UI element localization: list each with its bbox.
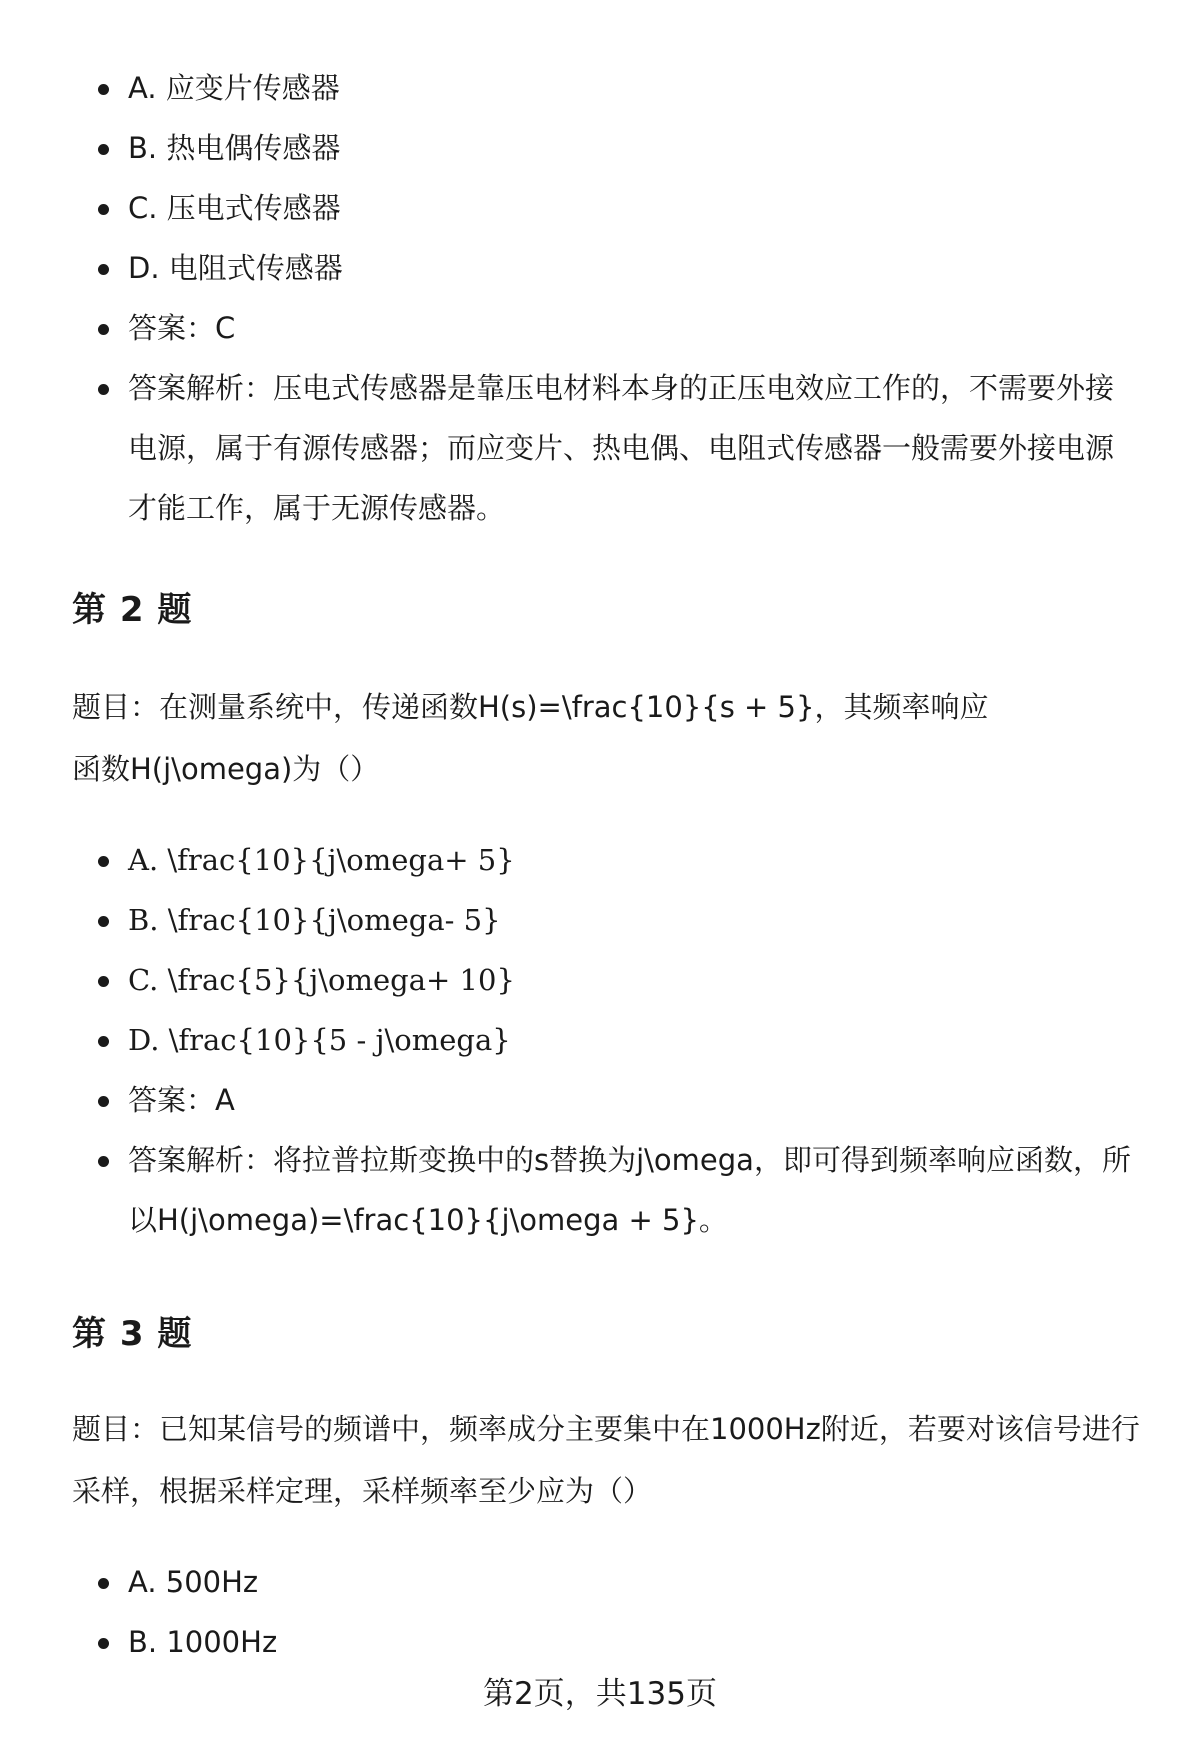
q2-option-b: B. \frac{10}{j\omega- 5} [0, 890, 1138, 950]
q1-option-b: B. 热电偶传感器 [0, 118, 1138, 178]
q3-stem: 题目：已知某信号的频谱中，频率成分主要集中在1000Hz附近，若要对该信号进行采样，根据采样定理，采样频率至少应为（） [72, 1412, 1140, 1508]
q2-option-list [0, 830, 1138, 1250]
q2-option-c: C. \frac{5}{j\omega+ 10} [0, 950, 1138, 1010]
q2-option-d: D. \frac{10}{5 - j\omega} [0, 1010, 1138, 1070]
q3-heading: 第 3 题 [72, 1314, 193, 1354]
q2-option-a: A. \frac{10}{j\omega+ 5} [0, 830, 1138, 890]
q1-explanation: 答案解析：压电式传感器是靠压电材料本身的正压电效应工作的，不需要外接电源，属于有源传感器；而应变片、热电偶、电阻式传感器一般需要外接电源才能工作，属于无源传感器。 [0, 358, 1138, 538]
q2-explanation: 答案解析：将拉普拉斯变换中的s替换为j\omega，即可得到频率响应函数，所以H(j\omega)=\frac{10}{j\omega + 5}。 [0, 1130, 1138, 1250]
q1-option-d: D. 电阻式传感器 [0, 238, 1138, 298]
q1-option-c: C. 压电式传感器 [0, 178, 1138, 238]
q1-answer: 答案：C [0, 298, 1138, 358]
q2-heading: 第 2 题 [72, 590, 193, 630]
q3-option-list [0, 1552, 1138, 1672]
q1-option-a: A. 应变片传感器 [0, 58, 1138, 118]
page-footer: 第2页，共135页 [483, 1676, 717, 1712]
q2-stem: 题目：在测量系统中，传递函数H(s)=\frac{10}{s + 5}，其频率响应函数H(j\omega)为（） [72, 690, 989, 786]
q3-option-a: A. 500Hz [0, 1552, 1138, 1612]
q2-answer: 答案：A [0, 1070, 1138, 1130]
q1-option-list [0, 58, 1138, 538]
q3-option-b: B. 1000Hz [0, 1612, 1138, 1672]
